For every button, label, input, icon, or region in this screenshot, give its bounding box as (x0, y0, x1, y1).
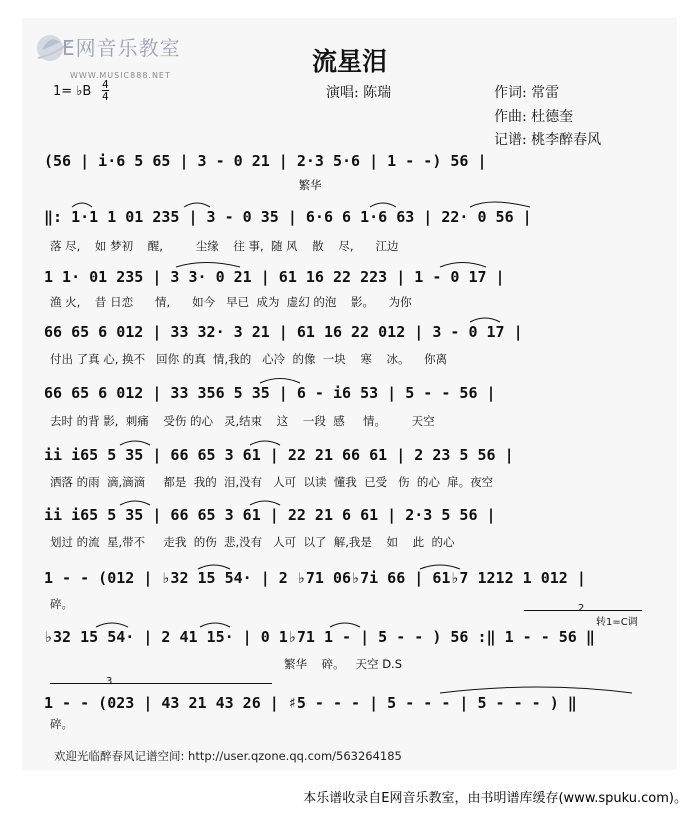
slur (440, 687, 632, 693)
transcriber-credit: 记谱: 桃李醉春风 (494, 132, 602, 148)
lyric-line: 繁华 (50, 178, 322, 192)
slur (440, 263, 486, 268)
lyricist-credit: 作词: 常雷 (494, 85, 560, 101)
time-bottom: 4 (102, 90, 109, 103)
slur (96, 623, 128, 627)
slur (250, 501, 280, 505)
modulation-note: 转1=C调 (596, 617, 638, 628)
lyric-line: 渔 火, 昔 日恋 情, 如今 早已 成为 虚幻 的泡 影。 为你 (50, 295, 412, 309)
slur (184, 203, 210, 207)
notation-line: 66 65 6 012 | 33 32· 3 21 | 61 16 22 012 | 3 - 0 17 | (44, 323, 523, 341)
slur (470, 202, 530, 207)
lyric-line: 碎。 (50, 597, 73, 611)
volta-2-number: 2 (578, 603, 585, 614)
key-signature: 1= ♭B (53, 84, 92, 99)
notation-line: ii i65 5 35 | 66 65 3 61 | 22 21 66 61 | 2 23 5 56 | (44, 446, 514, 464)
slur (72, 203, 92, 207)
lyric-line: 繁华 碎。 天空 D.S (50, 657, 403, 671)
slur (260, 379, 300, 384)
slur (200, 623, 230, 627)
lyric-line: 付出 了真 心, 换不 回你 的真 情,我的 心冷 的像 一块 寒 冰。 你离 (50, 352, 448, 366)
time-top: 4 (102, 78, 109, 91)
source-note: 本乐谱收录自E网音乐教室，由书明谱库缓存(www.spuku.com)。 (303, 791, 687, 806)
notation-line: 1 - - (023 | 43 21 43 26 | ♯5 - - - | 5 - - - | 5 - - - ) ‖ (44, 694, 577, 712)
logo-text: E网音乐教室 (62, 36, 181, 60)
logo-url: WWW.MUSIC888.NET (70, 71, 171, 80)
song-title: 流星泪 (311, 47, 387, 76)
notation-line: 1 - - (012 | ♭32 15 54· | 2 ♭71 06♭7i 66 | 61♭7 1212 1 012 | (44, 569, 586, 587)
lyric-line: 去时 的背 影, 刺痛 受伤 的心 灵,结束 这 一段 感 情。 天空 (50, 414, 435, 428)
volta-3-number: 3 (106, 676, 113, 687)
slur (120, 441, 150, 445)
notation-line: 1 1· 01 235 | 3 3· 0 21 | 61 16 22 223 | 1 - 0 17 | (44, 268, 505, 286)
notation-line: ‖: 1·1 1 01 235 | 3 - 0 35 | 6·6 6 1·6 63 | 22· 0 56 | (44, 208, 532, 226)
slur (176, 263, 240, 268)
lyric-line: 落 尽, 如 梦初 醒, 尘缘 往 事, 随 风 散 尽, 江边 (50, 239, 399, 253)
slur (330, 623, 360, 627)
lyric-line: 划过 的流 星,带不 走我 的伤 悲,没有 人可 以了 解,我是 如 此 的心 (50, 535, 455, 549)
transcriber-link[interactable]: 欢迎光临醉春风记谱空间: http://user.qzone.qq.com/563264185 (54, 749, 402, 763)
slur (470, 318, 500, 322)
slur (120, 501, 150, 505)
lyric-line: 洒落 的雨 滴,滴滴 都是 我的 泪,没有 人可 以读 懂我 已受 伤 的心 扉。夜空 (50, 475, 494, 489)
composer-credit: 作曲: 杜德奎 (494, 109, 574, 125)
lyric-line: 碎。 (50, 717, 73, 731)
slur (370, 203, 396, 207)
singer-credit: 演唱: 陈瑞 (326, 85, 392, 101)
slur (420, 565, 460, 569)
notation-line: 66 65 6 012 | 33 356 5 35 | 6 - i6 53 | 5 - - 56 | (44, 384, 496, 402)
slur (198, 565, 230, 569)
notation-line: ♭32 15 54· | 2 41 15· | 0 1♭71 1 - | 5 - - ) 56 :‖ 1 - - 56 ‖ (44, 628, 595, 646)
notation-line: (56 | i·6 5 65 | 3 - 0 21 | 2·3 5·6 | 1 - -) 56 | (44, 152, 487, 170)
slur (250, 441, 280, 445)
notation-line: ii i65 5 35 | 66 65 3 61 | 22 21 6 61 | 2·3 5 56 | (44, 506, 496, 524)
